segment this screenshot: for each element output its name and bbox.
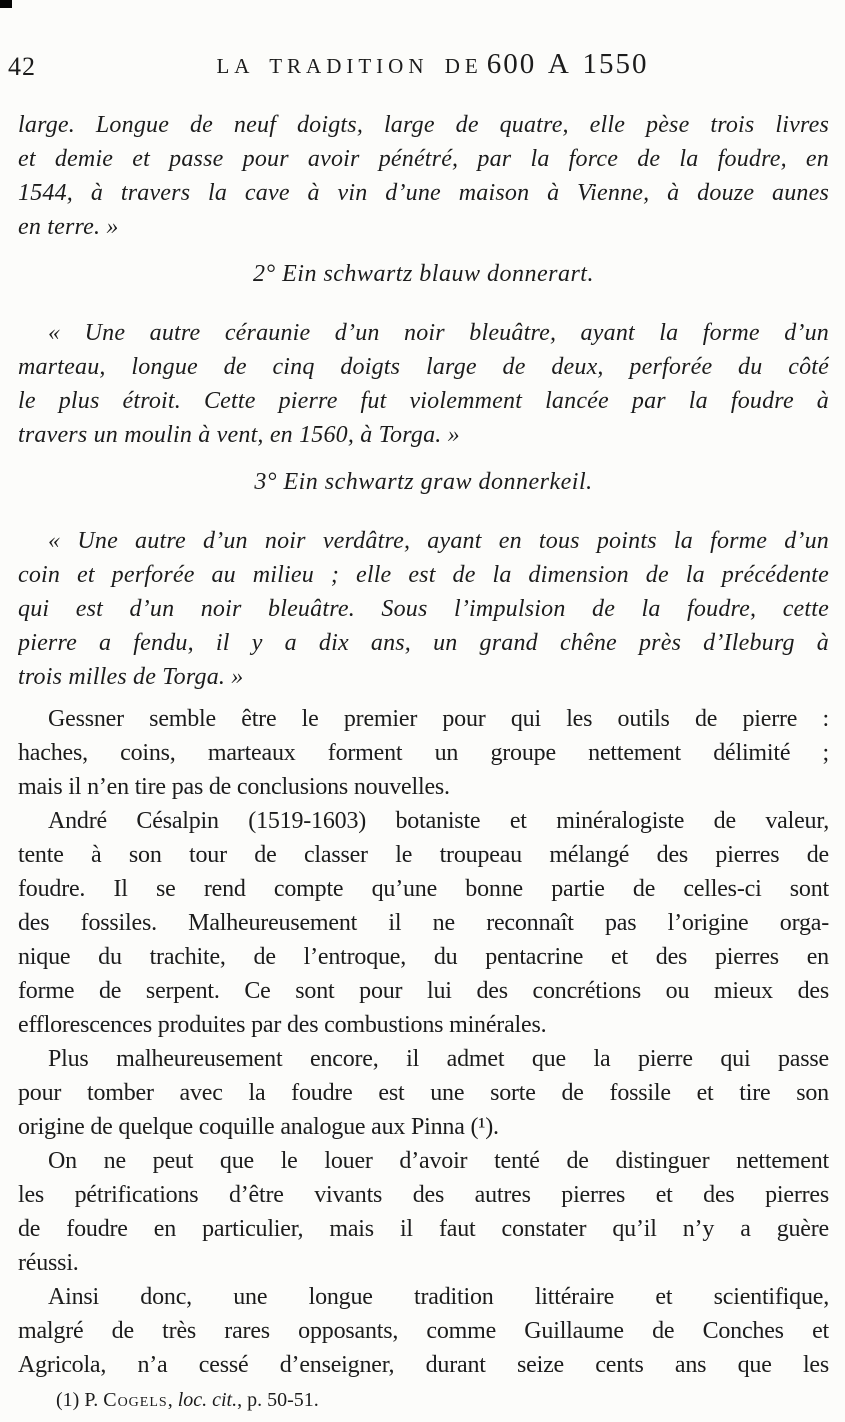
text-line: Agricola, n’a cessé d’enseigner, durant seize cents ans que les [18,1352,829,1378]
paragraph [18,702,829,804]
text-line: Gessner semble être le premier pour qui les outils de pierre : [48,706,829,732]
text-line: le plus étroit. Cette pierre fut violemment lancée par la foudre à [18,388,829,414]
text-line: Plus malheureusement encore, il admet que la pierre qui passe [48,1046,829,1072]
running-title-text: LA TRADITION DE [216,54,483,78]
paragraph [18,1280,829,1382]
footnote-segment: loc. cit. [177,1389,238,1411]
text-line: mais il n’en tire pas de conclusions nouvelles. [18,774,450,800]
section-heading: 2° Ein schwartz blauw donnerart. [253,261,594,287]
text-line: de foudre en particulier, mais il faut constater qu’il n’y a guère [18,1216,829,1242]
text-line: « Une autre céraunie d’un noir bleuâtre, ayant la forme d’un [48,320,829,346]
text-line: large. Longue de neuf doigts, large de quatre, elle pèse trois livres [18,112,829,138]
paragraph [18,1042,829,1144]
text-line: des fossiles. Malheureusement il ne reconnaît pas l’origine orga- [18,910,829,936]
text-line: forme de serpent. Ce sont pour lui des concrétions ou mieux des [18,978,829,1004]
paragraph [18,1144,829,1280]
footnote-segment: , p. 50-51. [237,1389,319,1411]
footnote-segment: , [167,1389,178,1411]
section-heading: 3° Ein schwartz graw donnerkeil. [254,469,593,495]
page-header [0,0,845,100]
text-line: On ne peut que le louer d’avoir tenté de distinguer nettement [48,1148,829,1174]
text-line: pour tomber avec la foudre est une sorte de fossile et tire son [18,1080,829,1106]
footnote-segment: Cogels [103,1389,168,1411]
paragraph [18,804,829,1042]
text-line: nique du trachite, de l’entroque, du pentacrine et des pierres en [18,944,829,970]
text-line: réussi. [18,1250,79,1276]
paragraph [18,316,829,452]
text-line: travers un moulin à vent, en 1560, à Torga. » [18,422,460,448]
text-line: 1544, à travers la cave à vin d’une maison à Vienne, à douze aunes [18,180,829,206]
text-line: malgré de très rares opposants, comme Guillaume de Conches et [18,1318,829,1344]
text-line: coin et perforée au milieu ; elle est de la dimension de la précédente [18,562,829,588]
text-line: haches, coins, marteaux forment un groupe nettement délimité ; [18,740,829,766]
text-line: André Césalpin (1519-1603) botaniste et minéralogiste de valeur, [48,808,829,834]
text-line: trois milles de Torga. » [18,664,244,690]
running-title-years: 600 A 1550 [486,48,649,80]
text-line: en terre. » [18,214,119,240]
page-number: 42 [8,52,36,81]
text-line: marteau, longue de cinq doigts large de deux, perforée du côté [18,354,829,380]
text-line: qui est d’un noir bleuâtre. Sous l’impulsion de la foudre, cette [18,596,829,622]
footnote-segment: (1) P. [56,1389,104,1411]
page-body [18,108,829,1382]
paragraph [18,108,829,244]
text-line: tente à son tour de classer le troupeau mélangé des pierres de [18,842,829,868]
footnote [56,1388,825,1412]
text-line: foudre. Il se rend compte qu’une bonne partie de celles-ci sont [18,876,829,902]
paragraph [18,524,829,694]
text-line: et demie et passe pour avoir pénétré, par la force de la foudre, en [18,146,829,172]
text-line: origine de quelque coquille analogue aux Pinna (¹). [18,1114,499,1140]
text-line: « Une autre d’un noir verdâtre, ayant en tous points la forme d’un [48,528,829,554]
text-line: pierre a fendu, il y a dix ans, un grand chêne près d’Ileburg à [18,630,829,656]
text-line: les pétrifications d’être vivants des autres pierres et des pierres [18,1182,829,1208]
text-line: Ainsi donc, une longue tradition littéraire et scientifique, [48,1284,829,1310]
running-title [10,48,845,81]
text-line: efflorescences produites par des combustions minérales. [18,1012,547,1038]
